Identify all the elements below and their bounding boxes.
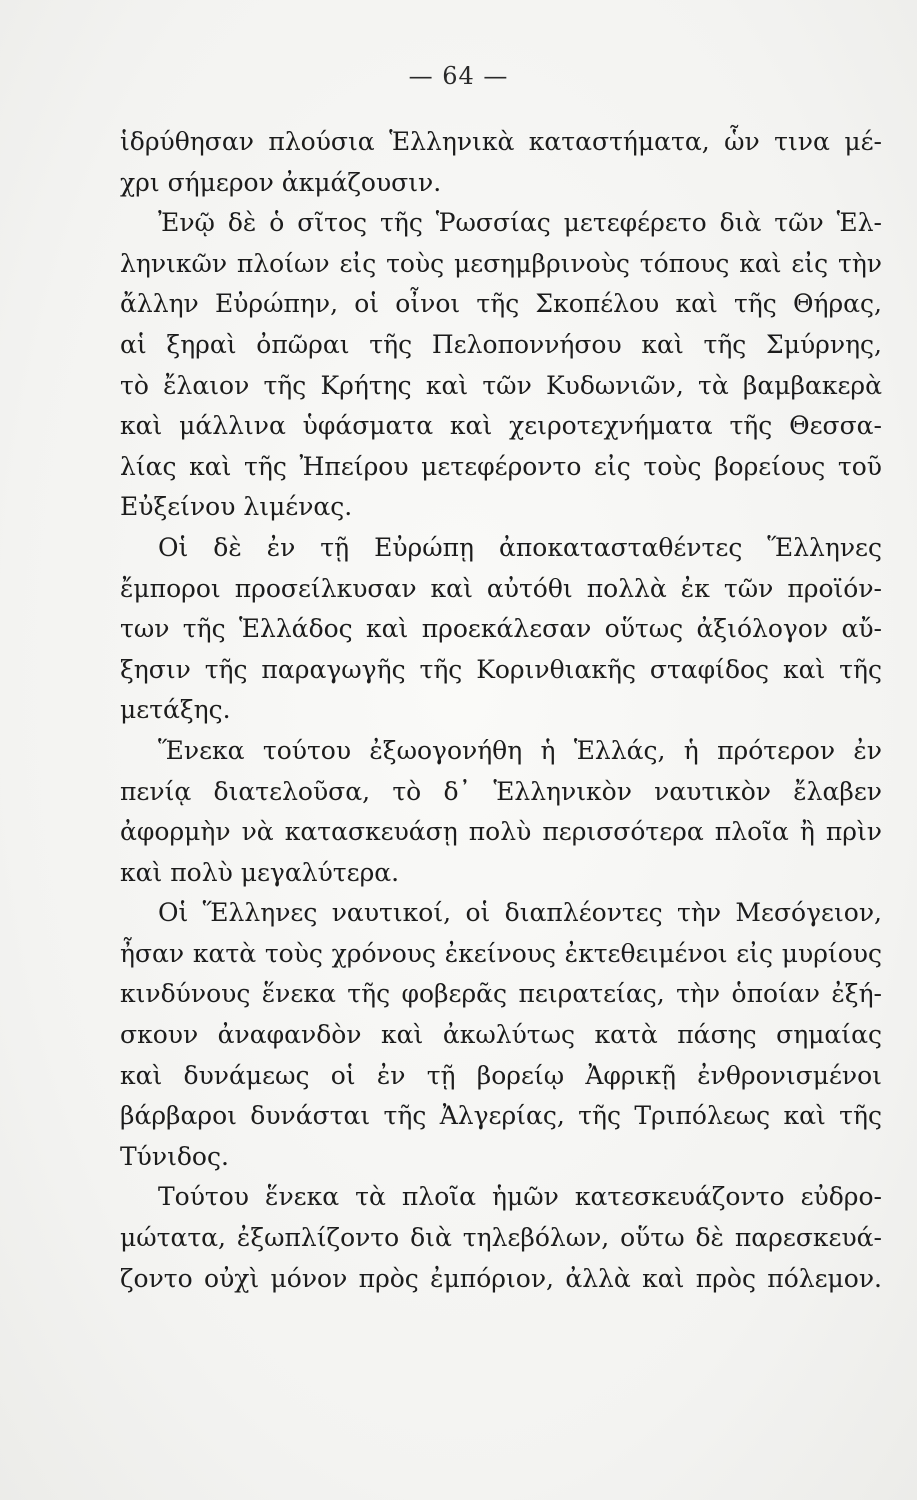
- text-line: ἄλλην Εὐρώπην, οἱ οἶνοι τῆς Σκοπέλου καὶ τῆς Θήρας,: [120, 289, 882, 319]
- text-line: καὶ δυνάμεως οἱ ἐν τῇ βορείῳ Ἀφρικῇ ἐνθρονισμένοι: [120, 1060, 882, 1090]
- text-line: κινδύνους ἕνεκα τῆς φοβερᾶς πειρατείας, τὴν ὁποίαν ἐξή-: [120, 979, 882, 1009]
- text-line: ἱδρύθησαν πλούσια Ἑλληνικὰ καταστήματα, ὧν τινα μέ-: [120, 127, 882, 156]
- text-line: πενίᾳ διατελοῦσα, τὸ δ᾽ Ἑλληνικὸν ναυτικὸν ἔλαβεν: [120, 776, 882, 806]
- text-line: τὸ ἔλαιον τῆς Κρήτης καὶ τῶν Κυδωνιῶν, τὰ βαμβακερὰ: [120, 370, 882, 400]
- text-line: Ἐνῷ δὲ ὁ σῖτος τῆς Ῥωσσίας μετεφέρετο διὰ τῶν Ἑλ-: [158, 208, 882, 238]
- text-line: μώτατα, ἐξωπλίζοντο διὰ τηλεβόλων, οὕτω δὲ παρεσκευά-: [120, 1223, 882, 1253]
- body-text: [120, 122, 882, 1299]
- text-line: των τῆς Ἑλλάδος καὶ προεκάλεσαν οὕτως ἀξιόλογον αὔ-: [120, 614, 882, 644]
- text-line: ἦσαν κατὰ τοὺς χρόνους ἐκείνους ἐκτεθειμένοι εἰς μυρίους: [120, 938, 882, 968]
- text-line: καὶ πολὺ μεγαλύτερα.: [120, 857, 400, 887]
- page-number: — 64 —: [408, 62, 509, 90]
- text-line: καὶ μάλλινα ὑφάσματα καὶ χειροτεχνήματα τῆς Θεσσα-: [120, 411, 882, 441]
- text-line: ἔμποροι προσείλκυσαν καὶ αὐτόθι πολλὰ ἐκ τῶν προϊόν-: [120, 573, 882, 603]
- text-line: Τύνιδος.: [120, 1141, 229, 1171]
- text-line: χρι σήμερον ἀκμάζουσιν.: [120, 167, 442, 197]
- text-line: μετάξης.: [120, 695, 231, 725]
- text-line: Οἱ Ἕλληνες ναυτικοί, οἱ διαπλέοντες τὴν Μεσόγειον,: [158, 898, 882, 928]
- text-line: ζοντο οὐχὶ μόνον πρὸς ἐμπόριον, ἀλλὰ καὶ πρὸς πόλεμον.: [120, 1263, 882, 1293]
- text-line: λίας καὶ τῆς Ἠπείρου μετεφέροντο εἰς τοὺς βορείους τοῦ: [120, 451, 882, 481]
- text-line: ληνικῶν πλοίων εἰς τοὺς μεσημβρινοὺς τόπους καὶ εἰς τὴν: [120, 248, 882, 278]
- text-line: ξησιν τῆς παραγωγῆς τῆς Κορινθιακῆς σταφίδος καὶ τῆς: [120, 654, 882, 684]
- text-line: Τούτου ἕνεκα τὰ πλοῖα ἡμῶν κατεσκευάζοντο εὐδρο-: [158, 1182, 882, 1212]
- text-line: ἀφορμὴν νὰ κατασκευάσῃ πολὺ περισσότερα πλοῖα ἢ πρὶν: [120, 817, 882, 847]
- text-line: Εὐξείνου λιμένας.: [120, 492, 353, 522]
- text-line: βάρβαροι δυνάσται τῆς Ἀλγερίας, τῆς Τριπόλεως καὶ τῆς: [120, 1101, 882, 1131]
- text-line: Οἱ δὲ ἐν τῇ Εὐρώπῃ ἀποκατασταθέντες Ἕλληνες: [158, 532, 882, 562]
- text-line: αἱ ξηραὶ ὀπῶραι τῆς Πελοποννήσου καὶ τῆς Σμύρνης,: [120, 329, 882, 359]
- text-line: σκουν ἀναφανδὸν καὶ ἀκωλύτως κατὰ πάσης σημαίας: [120, 1020, 882, 1050]
- text-line: Ἕνεκα τούτου ἐξωογονήθη ἡ Ἑλλάς, ἡ πρότερον ἐν: [158, 735, 882, 765]
